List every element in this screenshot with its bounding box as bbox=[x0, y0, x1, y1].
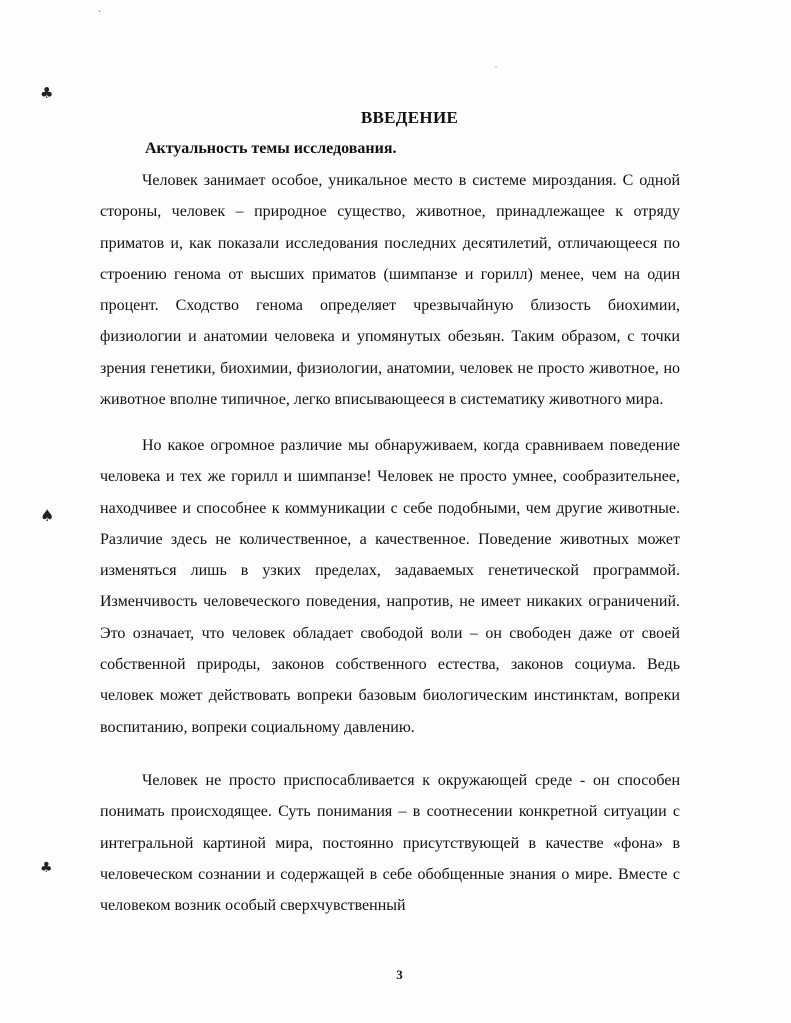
scan-mark-middle-icon: ♠ bbox=[40, 506, 55, 525]
page-title: ВВЕДЕНИЕ bbox=[360, 108, 459, 127]
paragraph-3: Человек не просто приспосабливается к окружающей среде - он способен понимать происходящее. Суть понимания – в соотнесении конкретной ситуации с интегральной картиной мира, постоянно присутствующей в качестве «фона» в человеческом сознании и содержащей в себе обобщенные знания о мире. Вместе с человеком возник особый сверхчувственный bbox=[100, 772, 680, 915]
scan-dot: ˙ bbox=[494, 66, 498, 75]
section-heading: Актуальность темы исследования. bbox=[145, 140, 397, 157]
paragraph-1: Человек занимает особое, уникальное место в системе мироздания. С одной стороны, человек – природное существо, животное, принадлежащее к отряду приматов и, как показали исследования последних десятилетий, отличающееся по строению генома от высших приматов (шимпанзе и горилл) менее, чем на один процент. Сходство генома определяет чрезвычайную близость биохимии, физиологии и анатомии человека и упомянутых обезьян. Таким образом, с точки зрения генетики, биохимии, физиологии, анатомии, человек не просто животное, но животное вполне типичное, легко вписывающееся в систематику животного мира. bbox=[100, 172, 680, 409]
scan-speck: ` bbox=[98, 10, 102, 19]
scan-mark-bottom-icon: ♣ bbox=[40, 860, 53, 876]
paragraph-2: Но какое огромное различие мы обнаруживаем, когда сравниваем поведение человека и тех же горилл и шимпанзе! Человек не просто умнее, сообразительнее, находчивее и способнее к коммуникации с себе подобными, чем другие животные. Различие здесь не количественное, а качественное. Поведение животных может изменяться лишь в узких пределах, задаваемых генетической программой. Изменчивость человеческого поведения, напротив, не имеет никаких ограничений. Это означает, что человек обладает свободой воли – он свободен даже от своей собственной природы, законов собственного естества, законов социума. Ведь человек может действовать вопреки базовым биологическим инстинктам, вопреки воспитанию, вопреки социальному давлению. bbox=[100, 437, 680, 736]
scan-mark-top-icon: ♣ bbox=[40, 84, 54, 102]
page-number: 3 bbox=[396, 967, 403, 982]
